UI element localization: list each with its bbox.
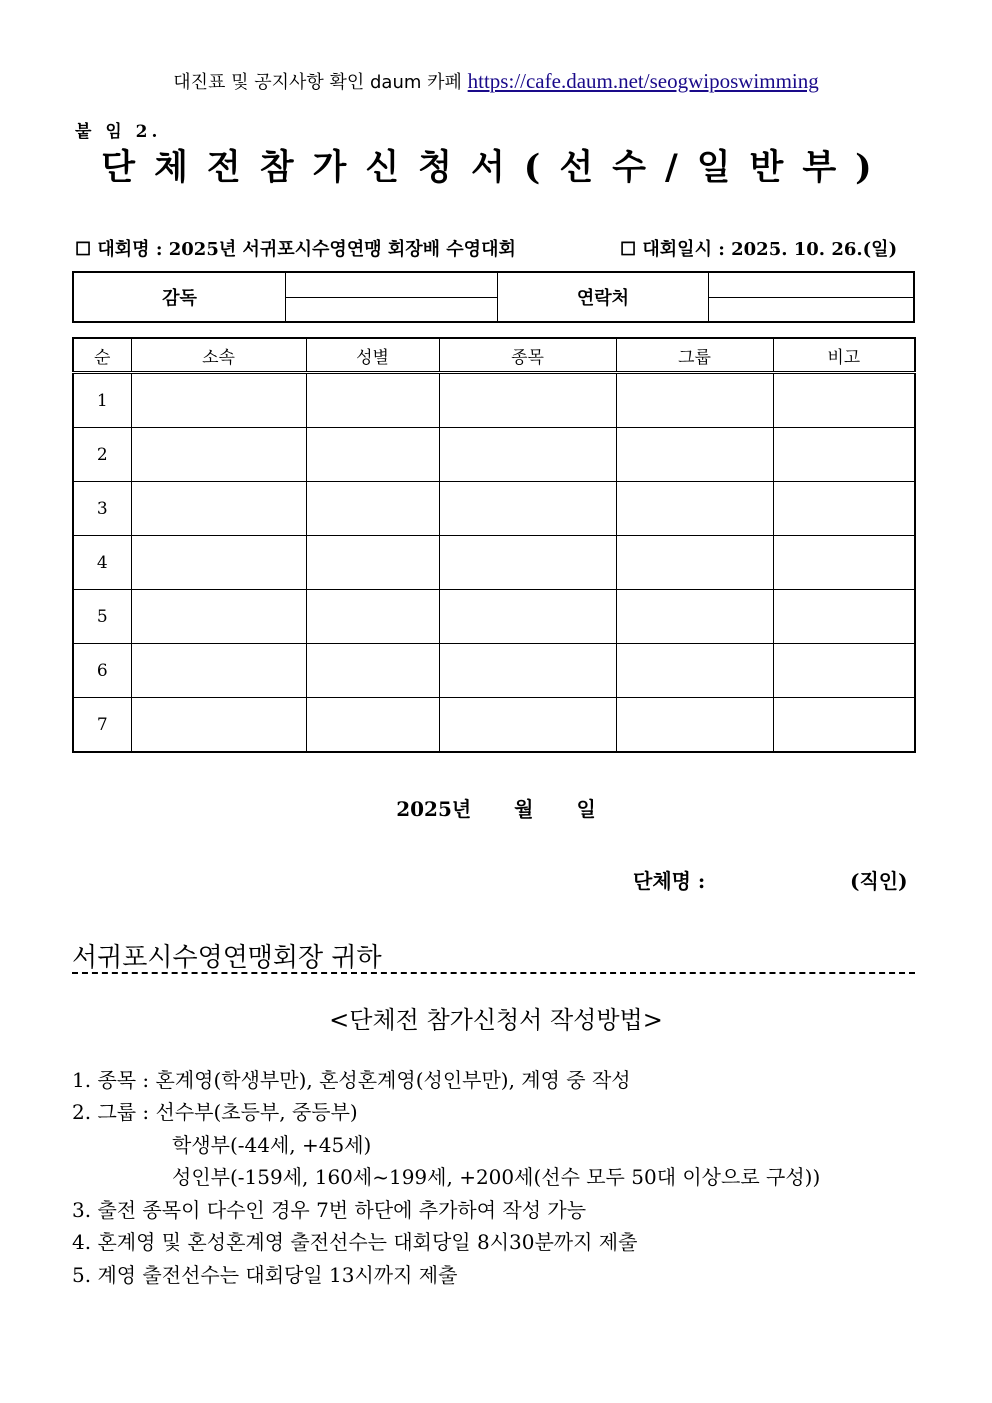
entries-header-row bbox=[73, 338, 915, 373]
table-row bbox=[73, 644, 915, 698]
row-number: 5 bbox=[73, 590, 131, 644]
coach-name-field-1[interactable] bbox=[286, 272, 498, 297]
table-row bbox=[73, 590, 915, 644]
remarks-cell[interactable] bbox=[773, 698, 915, 753]
method-title: <단체전 참가신청서 작성방법> bbox=[329, 1006, 663, 1034]
instruction-line: 3. 출전 종목이 다수인 경우 7번 하단에 추가하여 작성 가능 bbox=[72, 1198, 587, 1222]
instruction-line: 2. 그룹 : 선수부(초등부, 중등부) bbox=[72, 1100, 358, 1124]
contact-label: 연락처 bbox=[498, 272, 709, 322]
cafe-link[interactable]: https://cafe.daum.net/seogwiposwimming bbox=[467, 69, 819, 93]
instruction-line: 학생부(-44세, +45세) bbox=[172, 1133, 372, 1157]
date-year: 2025년 bbox=[396, 797, 472, 821]
affiliation-cell[interactable] bbox=[131, 428, 306, 482]
coach-contact-table bbox=[72, 271, 915, 323]
table-row bbox=[73, 698, 915, 753]
notice-text: 대진표 및 공지사항 확인 daum 카페 bbox=[173, 72, 462, 93]
table-row bbox=[73, 536, 915, 590]
event-name: ☐ 대회명 : 2025년 서귀포시수영연맹 회장배 수영대회 bbox=[75, 239, 516, 260]
event-cell[interactable] bbox=[439, 536, 616, 590]
gender-cell[interactable] bbox=[306, 644, 439, 698]
remarks-cell[interactable] bbox=[773, 536, 915, 590]
header-affiliation: 소속 bbox=[131, 338, 306, 373]
table-row bbox=[73, 428, 915, 482]
event-cell[interactable] bbox=[439, 698, 616, 753]
gender-cell[interactable] bbox=[306, 482, 439, 536]
table-row bbox=[73, 373, 915, 428]
header-notice bbox=[0, 68, 992, 94]
remarks-cell[interactable] bbox=[773, 644, 915, 698]
affiliation-cell[interactable] bbox=[131, 373, 306, 428]
remarks-cell[interactable] bbox=[773, 428, 915, 482]
affiliation-cell[interactable] bbox=[131, 590, 306, 644]
affiliation-cell[interactable] bbox=[131, 482, 306, 536]
dashed-divider bbox=[72, 972, 915, 974]
gender-cell[interactable] bbox=[306, 590, 439, 644]
date-line bbox=[0, 793, 992, 822]
instruction-line: 4. 혼계영 및 혼성혼계영 출전선수는 대회당일 8시30분까지 제출 bbox=[72, 1230, 638, 1254]
gender-cell[interactable] bbox=[306, 428, 439, 482]
affiliation-cell[interactable] bbox=[131, 644, 306, 698]
row-number: 7 bbox=[73, 698, 131, 753]
row-number: 3 bbox=[73, 482, 131, 536]
group-cell[interactable] bbox=[616, 644, 773, 698]
event-cell[interactable] bbox=[439, 482, 616, 536]
recipient: 서귀포시수영연맹회장 귀하 bbox=[72, 943, 382, 973]
date-day: 일 bbox=[576, 797, 596, 821]
event-cell[interactable] bbox=[439, 373, 616, 428]
contact-field-1[interactable] bbox=[709, 272, 915, 297]
coach-label: 감독 bbox=[73, 272, 286, 322]
group-cell[interactable] bbox=[616, 590, 773, 644]
row-number: 2 bbox=[73, 428, 131, 482]
attachment-label: 붙 임 2. bbox=[75, 122, 162, 142]
group-cell[interactable] bbox=[616, 536, 773, 590]
event-cell[interactable] bbox=[439, 644, 616, 698]
header-no: 순 bbox=[73, 338, 131, 373]
group-cell[interactable] bbox=[616, 373, 773, 428]
instruction-line: 1. 종목 : 혼계영(학생부만), 혼성혼계영(성인부만), 계영 중 작성 bbox=[72, 1068, 631, 1092]
row-number: 1 bbox=[73, 373, 131, 428]
group-cell[interactable] bbox=[616, 428, 773, 482]
contact-field-2[interactable] bbox=[709, 297, 915, 322]
seal-label: (직인) bbox=[850, 869, 908, 893]
row-number: 6 bbox=[73, 644, 131, 698]
group-cell[interactable] bbox=[616, 698, 773, 753]
header-event: 종목 bbox=[439, 338, 616, 373]
event-cell[interactable] bbox=[439, 590, 616, 644]
date-month: 월 bbox=[514, 797, 534, 821]
instruction-line: 5. 계영 출전선수는 대회당일 13시까지 제출 bbox=[72, 1263, 458, 1287]
page-title: 단체전참가신청서(선수/일반부) bbox=[101, 147, 891, 188]
affiliation-cell[interactable] bbox=[131, 698, 306, 753]
remarks-cell[interactable] bbox=[773, 590, 915, 644]
instruction-line: 성인부(-159세, 160세~199세, +200세(선수 모두 50대 이상으로 구성)) bbox=[172, 1165, 821, 1189]
row-number: 4 bbox=[73, 536, 131, 590]
gender-cell[interactable] bbox=[306, 698, 439, 753]
header-gender: 성별 bbox=[306, 338, 439, 373]
organization-label: 단체명 : bbox=[633, 869, 706, 893]
remarks-cell[interactable] bbox=[773, 373, 915, 428]
affiliation-cell[interactable] bbox=[131, 536, 306, 590]
header-group: 그룹 bbox=[616, 338, 773, 373]
gender-cell[interactable] bbox=[306, 373, 439, 428]
entries-table bbox=[72, 337, 916, 753]
header-remarks: 비고 bbox=[773, 338, 915, 373]
coach-name-field-2[interactable] bbox=[286, 297, 498, 322]
table-row bbox=[73, 482, 915, 536]
gender-cell[interactable] bbox=[306, 536, 439, 590]
event-cell[interactable] bbox=[439, 428, 616, 482]
remarks-cell[interactable] bbox=[773, 482, 915, 536]
event-date: ☐ 대회일시 : 2025. 10. 26.(일) bbox=[620, 239, 898, 260]
group-cell[interactable] bbox=[616, 482, 773, 536]
